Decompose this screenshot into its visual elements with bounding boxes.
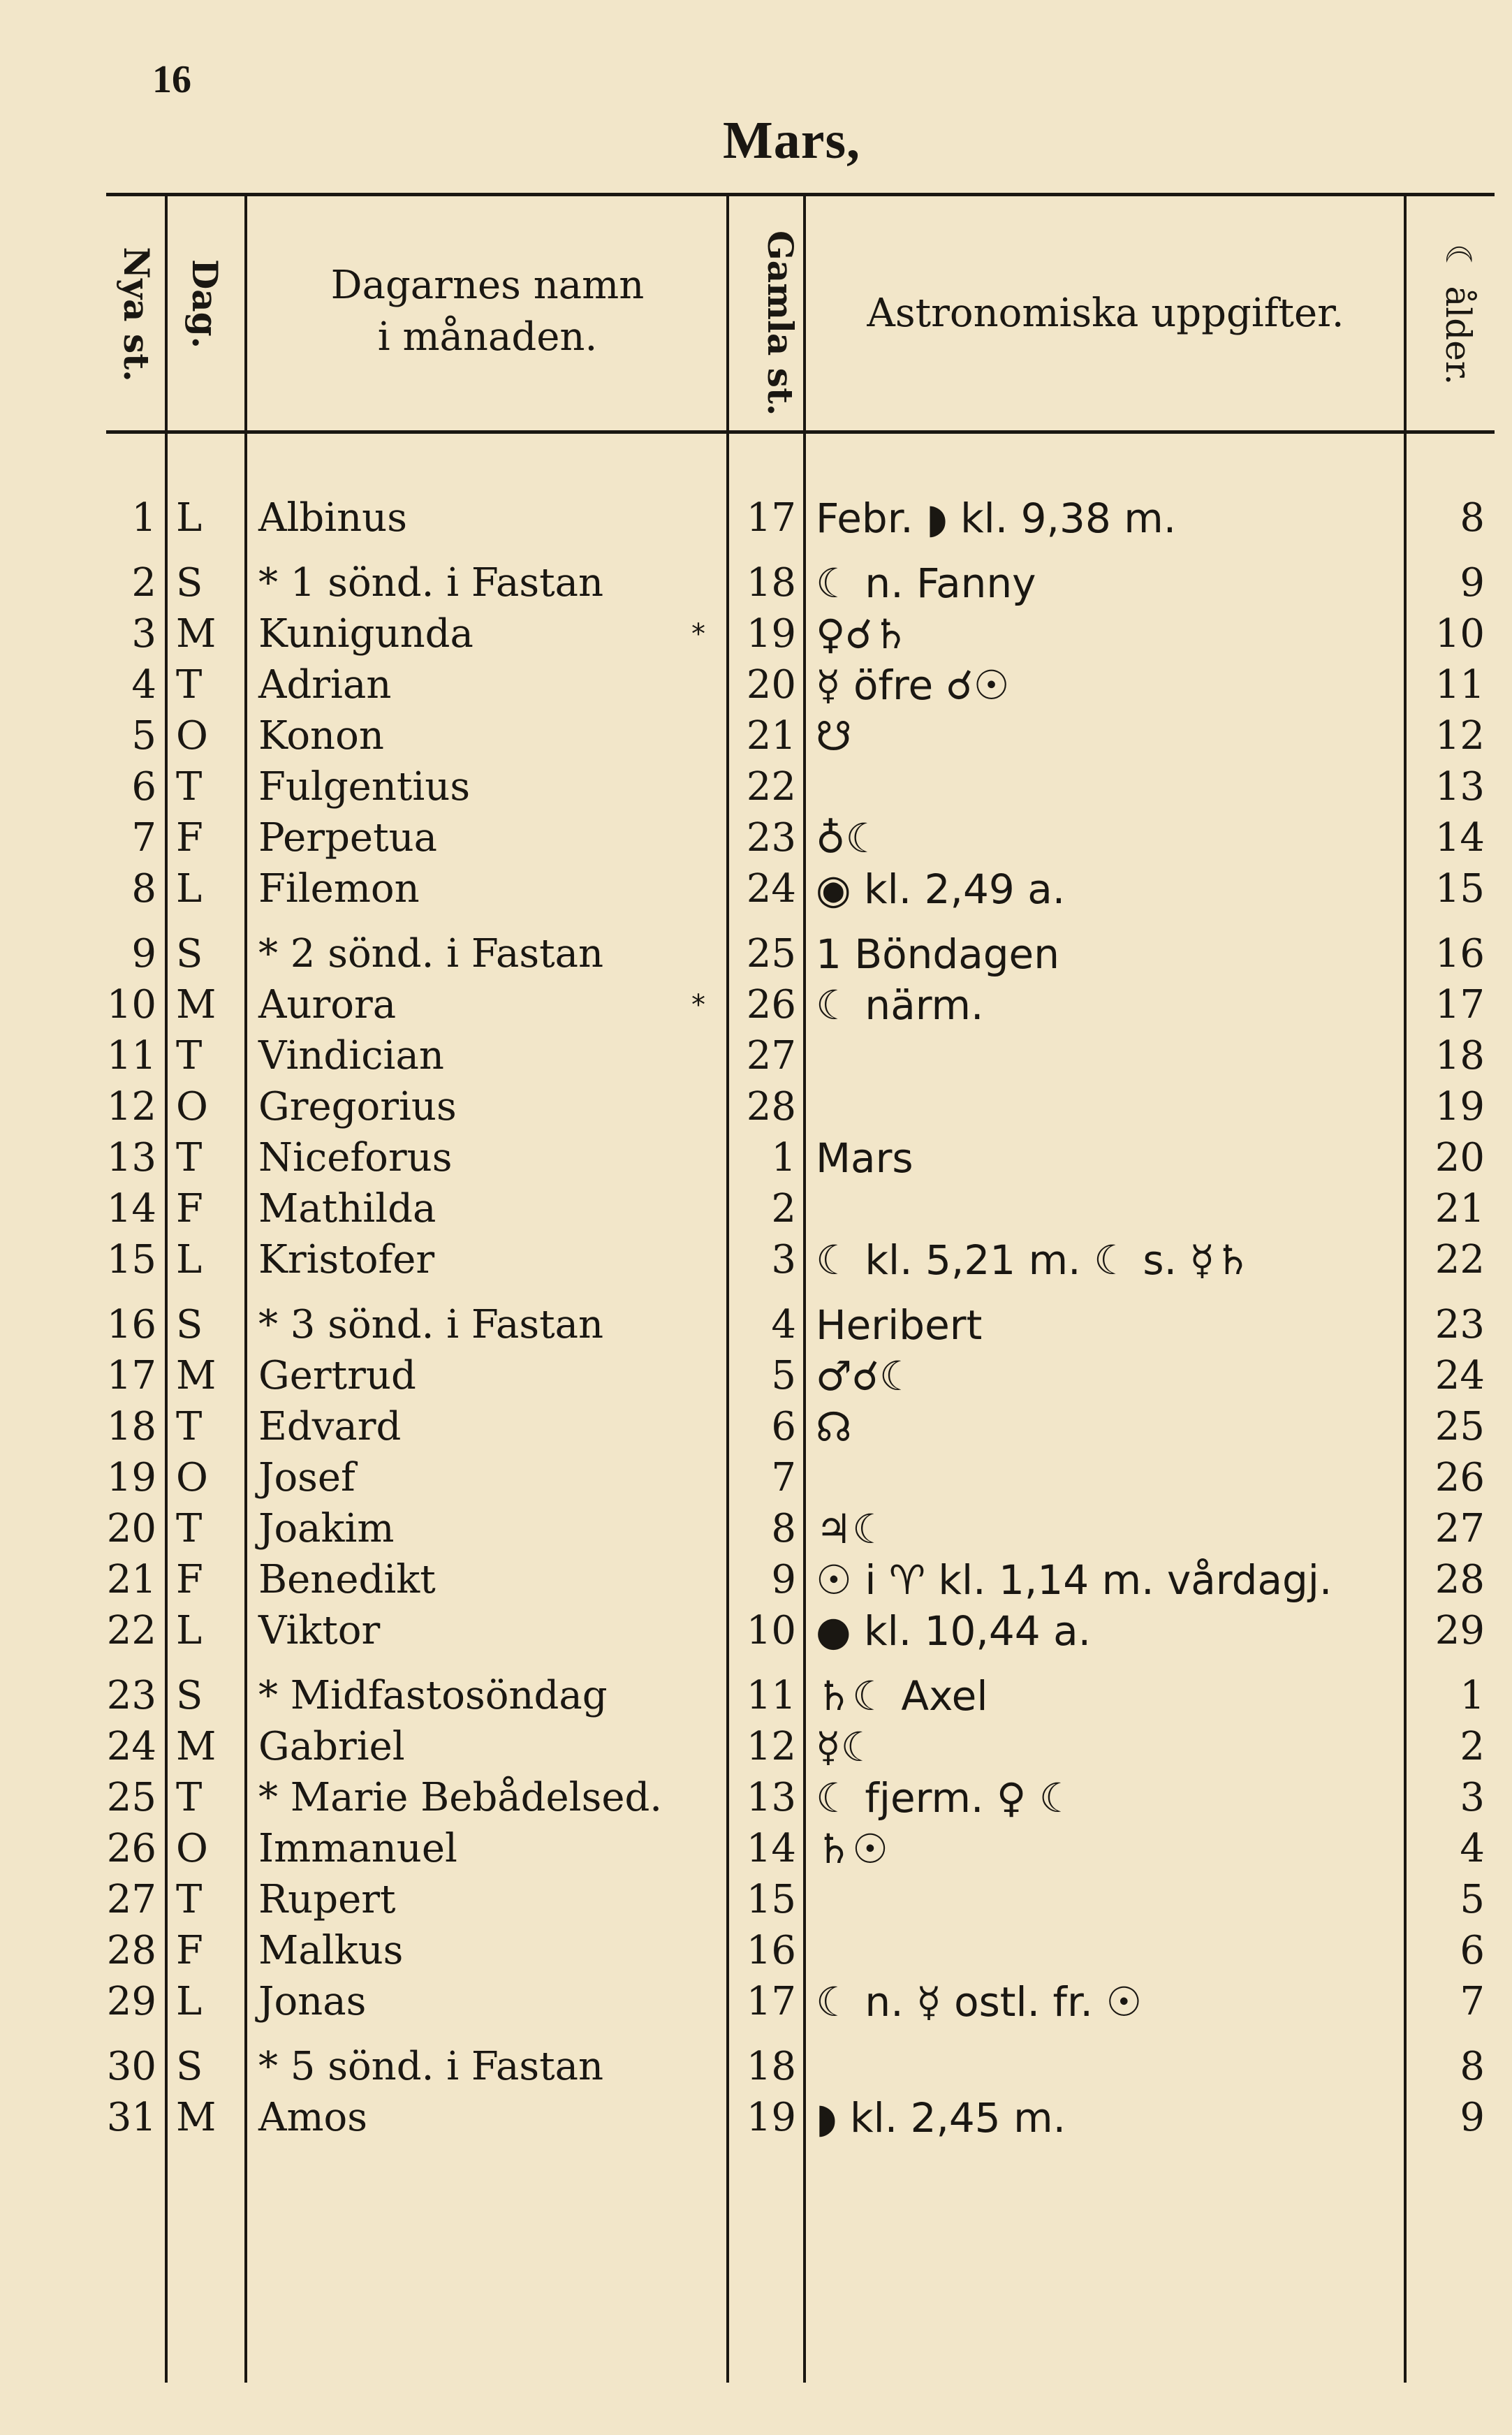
moon-age: 12 xyxy=(1434,713,1485,759)
moon-age: 6 xyxy=(1460,1928,1485,1973)
weekday-letter: L xyxy=(176,495,203,541)
day-number-old: 19 xyxy=(746,611,796,657)
weekday-letter: O xyxy=(176,713,208,759)
moon-age: 19 xyxy=(1434,1084,1485,1129)
day-name: Perpetua xyxy=(258,815,438,861)
weekday-letter: O xyxy=(176,1455,208,1500)
day-number-old: 11 xyxy=(746,1673,796,1718)
col-rule-1 xyxy=(165,196,168,2383)
weekday-letter: F xyxy=(176,815,203,861)
day-number-new: 26 xyxy=(106,1826,156,1871)
day-name: Rupert xyxy=(258,1877,396,1922)
moon-age: 5 xyxy=(1460,1877,1485,1922)
moon-age: 15 xyxy=(1434,866,1485,912)
weekday-letter: L xyxy=(176,1608,203,1653)
day-number-old: 14 xyxy=(746,1826,796,1871)
day-number-old: 21 xyxy=(746,713,796,759)
day-number-new: 19 xyxy=(106,1455,156,1500)
day-name: Aurora xyxy=(258,982,397,1028)
day-name: Kunigunda xyxy=(258,611,474,657)
day-name: Mathilda xyxy=(258,1186,436,1231)
day-name: Kristofer xyxy=(258,1237,435,1282)
astronomical-note: ♄☉ xyxy=(816,1825,888,1873)
day-name: Niceforus xyxy=(258,1135,453,1180)
day-number-old: 13 xyxy=(746,1775,796,1820)
day-name: Gregorius xyxy=(258,1084,457,1129)
moon-age: 20 xyxy=(1434,1135,1485,1180)
day-number-old: 20 xyxy=(746,662,796,708)
moon-age: 27 xyxy=(1434,1506,1485,1551)
day-name: * 1 sönd. i Fastan xyxy=(258,560,604,606)
day-name: Benedikt xyxy=(258,1557,436,1602)
day-star-mark: * xyxy=(691,618,705,650)
day-name: Joakim xyxy=(258,1506,395,1551)
header-bottom-rule xyxy=(106,430,1495,434)
weekday-letter: T xyxy=(176,1033,203,1078)
header-gamla-st: Gamla st. xyxy=(760,231,801,416)
day-number-old: 19 xyxy=(746,2095,796,2140)
day-number-new: 9 xyxy=(131,931,156,977)
day-name: Albinus xyxy=(258,495,407,541)
header-nya-st: Nya st. xyxy=(116,247,157,382)
day-number-new: 8 xyxy=(131,866,156,912)
astronomical-note: ♁☾ xyxy=(816,814,882,862)
day-number-old: 12 xyxy=(746,1724,796,1769)
day-number-new: 21 xyxy=(106,1557,156,1602)
header-dagarnes-namn xyxy=(249,260,726,363)
astronomical-note: ☊ xyxy=(816,1403,852,1451)
weekday-letter: F xyxy=(176,1186,203,1231)
day-number-new: 7 xyxy=(131,815,156,861)
day-number-new: 27 xyxy=(106,1877,156,1922)
top-rule xyxy=(106,193,1495,196)
day-number-new: 22 xyxy=(106,1608,156,1653)
day-name: Viktor xyxy=(258,1608,381,1653)
day-name: * Midfastosöndag xyxy=(258,1673,608,1718)
astronomical-note: ☾ n. ☿ ostl. fr. ☉ xyxy=(816,1978,1143,2026)
astronomical-note: ♂☌☾ xyxy=(816,1352,916,1400)
day-number-old: 28 xyxy=(746,1084,796,1129)
weekday-letter: T xyxy=(176,1506,203,1551)
astronomical-note: ☋ xyxy=(816,712,852,760)
day-number-old: 22 xyxy=(746,764,796,810)
weekday-letter: L xyxy=(176,866,203,912)
day-name: Fulgentius xyxy=(258,764,471,810)
day-name: Vindician xyxy=(258,1033,444,1078)
astronomical-note: ♃☾ xyxy=(816,1505,888,1553)
day-number-new: 31 xyxy=(106,2095,156,2140)
astronomical-note: ☾ kl. 5,21 m. ☾ s. ☿♄ xyxy=(816,1236,1252,1284)
weekday-letter: M xyxy=(176,1724,216,1769)
moon-age: 14 xyxy=(1434,815,1485,861)
day-number-old: 27 xyxy=(746,1033,796,1078)
day-number-new: 25 xyxy=(106,1775,156,1820)
astronomical-note: ♄☾ Axel xyxy=(816,1672,988,1720)
moon-age: 4 xyxy=(1460,1826,1485,1871)
day-number-new: 2 xyxy=(131,560,156,606)
header-dag: Dag. xyxy=(184,258,226,349)
weekday-letter: M xyxy=(176,1353,216,1398)
weekday-letter: L xyxy=(176,1979,203,2024)
day-name: * 2 sönd. i Fastan xyxy=(258,931,604,977)
day-number-old: 18 xyxy=(746,560,796,606)
weekday-letter: M xyxy=(176,2095,216,2140)
day-number-old: 17 xyxy=(746,495,796,541)
weekday-letter: M xyxy=(176,982,216,1028)
day-number-new: 5 xyxy=(131,713,156,759)
weekday-letter: M xyxy=(176,611,216,657)
moon-age: 29 xyxy=(1434,1608,1485,1653)
weekday-letter: T xyxy=(176,764,203,810)
astronomical-note: ◗ kl. 2,45 m. xyxy=(816,2094,1066,2142)
day-name: Edvard xyxy=(258,1404,402,1449)
weekday-letter: S xyxy=(176,931,203,977)
day-number-new: 6 xyxy=(131,764,156,810)
astronomical-note: Heribert xyxy=(816,1301,983,1349)
weekday-letter: L xyxy=(176,1237,203,1282)
day-number-new: 30 xyxy=(106,2044,156,2089)
moon-age: 16 xyxy=(1434,931,1485,977)
col-rule-3 xyxy=(726,196,729,2383)
weekday-letter: S xyxy=(176,1673,203,1718)
weekday-letter: F xyxy=(176,1928,203,1973)
day-number-old: 17 xyxy=(746,1979,796,2024)
moon-age: 11 xyxy=(1434,662,1485,708)
day-number-old: 16 xyxy=(746,1928,796,1973)
astronomical-note: ☾ fjerm. ♀ ☾ xyxy=(816,1774,1076,1822)
day-number-new: 24 xyxy=(106,1724,156,1769)
moon-age: 24 xyxy=(1434,1353,1485,1398)
day-name: * Marie Bebådelsed. xyxy=(258,1775,663,1820)
day-number-old: 25 xyxy=(746,931,796,977)
day-number-old: 7 xyxy=(771,1455,796,1500)
day-star-mark: * xyxy=(691,989,705,1021)
weekday-letter: T xyxy=(176,1775,203,1820)
moon-age: 8 xyxy=(1460,495,1485,541)
astronomical-note: Mars xyxy=(816,1134,913,1182)
day-number-old: 24 xyxy=(746,866,796,912)
moon-age: 9 xyxy=(1460,2095,1485,2140)
day-number-new: 1 xyxy=(131,495,156,541)
day-name: Gertrud xyxy=(258,1353,416,1398)
day-number-old: 1 xyxy=(771,1135,796,1180)
col-rule-2 xyxy=(244,196,247,2383)
astronomical-note: ☾ n. Fanny xyxy=(816,560,1036,607)
day-number-new: 11 xyxy=(106,1033,156,1078)
header-dagarnes-namn-line1: Dagarnes namn xyxy=(330,263,645,308)
moon-age: 17 xyxy=(1434,982,1485,1028)
day-number-old: 6 xyxy=(771,1404,796,1449)
moon-age: 8 xyxy=(1460,2044,1485,2089)
page-number: 16 xyxy=(152,58,191,101)
day-name: Josef xyxy=(258,1455,355,1500)
day-number-new: 29 xyxy=(106,1979,156,2024)
day-name: Amos xyxy=(258,2095,367,2140)
col-rule-5 xyxy=(1404,196,1407,2383)
weekday-letter: O xyxy=(176,1826,208,1871)
weekday-letter: T xyxy=(176,662,203,708)
moon-age: 18 xyxy=(1434,1033,1485,1078)
astronomical-note: ♀☌♄ xyxy=(816,610,909,658)
weekday-letter: S xyxy=(176,1302,203,1347)
day-name: * 5 sönd. i Fastan xyxy=(258,2044,604,2089)
moon-age: 10 xyxy=(1434,611,1485,657)
moon-age: 2 xyxy=(1460,1724,1485,1769)
weekday-letter: T xyxy=(176,1877,203,1922)
moon-age: 23 xyxy=(1434,1302,1485,1347)
day-number-new: 3 xyxy=(131,611,156,657)
day-number-old: 18 xyxy=(746,2044,796,2089)
day-name: * 3 sönd. i Fastan xyxy=(258,1302,604,1347)
weekday-letter: S xyxy=(176,560,203,606)
day-number-new: 12 xyxy=(106,1084,156,1129)
day-number-old: 5 xyxy=(771,1353,796,1398)
moon-age: 21 xyxy=(1434,1186,1485,1231)
day-name: Malkus xyxy=(258,1928,404,1973)
weekday-letter: T xyxy=(176,1135,203,1180)
day-name: Konon xyxy=(258,713,384,759)
day-number-new: 28 xyxy=(106,1928,156,1973)
day-number-new: 10 xyxy=(106,982,156,1028)
day-number-old: 8 xyxy=(771,1506,796,1551)
day-number-new: 16 xyxy=(106,1302,156,1347)
day-number-old: 4 xyxy=(771,1302,796,1347)
day-number-new: 20 xyxy=(106,1506,156,1551)
day-number-new: 15 xyxy=(106,1237,156,1282)
day-number-old: 3 xyxy=(771,1237,796,1282)
weekday-letter: O xyxy=(176,1084,208,1129)
moon-age: 13 xyxy=(1434,764,1485,810)
weekday-letter: S xyxy=(176,2044,203,2089)
header-alder: ☾ ålder. xyxy=(1438,243,1478,386)
moon-age: 3 xyxy=(1460,1775,1485,1820)
day-number-old: 23 xyxy=(746,815,796,861)
astronomical-note: ☿☾ xyxy=(816,1723,877,1771)
header-astronomiska: Astronomiska uppgifter. xyxy=(867,291,1344,336)
astronomical-note: ☾ närm. xyxy=(816,981,984,1029)
day-name: Gabriel xyxy=(258,1724,405,1769)
day-number-old: 2 xyxy=(771,1186,796,1231)
day-number-old: 9 xyxy=(771,1557,796,1602)
astronomical-note: ● kl. 10,44 a. xyxy=(816,1607,1092,1655)
astronomical-note: 1 Böndagen xyxy=(816,930,1059,978)
astronomical-note: ☿ öfre ☌☉ xyxy=(816,661,1010,709)
moon-age: 25 xyxy=(1434,1404,1485,1449)
day-number-new: 23 xyxy=(106,1673,156,1718)
moon-age: 7 xyxy=(1460,1979,1485,2024)
weekday-letter: T xyxy=(176,1404,203,1449)
astronomical-note: ◉ kl. 2,49 a. xyxy=(816,865,1066,913)
day-name: Filemon xyxy=(258,866,420,912)
day-number-new: 14 xyxy=(106,1186,156,1231)
month-title: Mars, xyxy=(723,111,861,170)
day-number-old: 15 xyxy=(746,1877,796,1922)
moon-age: 26 xyxy=(1434,1455,1485,1500)
day-name: Jonas xyxy=(258,1979,367,2024)
moon-age: 1 xyxy=(1460,1673,1485,1718)
col-rule-4 xyxy=(803,196,806,2383)
moon-age: 22 xyxy=(1434,1237,1485,1282)
astronomical-note: ☉ i ♈ kl. 1,14 m. vårdagj. xyxy=(816,1556,1333,1604)
day-number-old: 26 xyxy=(746,982,796,1028)
moon-age: 28 xyxy=(1434,1557,1485,1602)
day-number-new: 13 xyxy=(106,1135,156,1180)
astronomical-note: Febr. ◗ kl. 9,38 m. xyxy=(816,495,1177,542)
moon-age: 9 xyxy=(1460,560,1485,606)
day-number-new: 4 xyxy=(131,662,156,708)
day-name: Adrian xyxy=(258,662,392,708)
day-number-new: 18 xyxy=(106,1404,156,1449)
day-number-new: 17 xyxy=(106,1353,156,1398)
day-number-old: 10 xyxy=(746,1608,796,1653)
header-dagarnes-namn-line2: i månaden. xyxy=(377,314,598,360)
weekday-letter: F xyxy=(176,1557,203,1602)
day-name: Immanuel xyxy=(258,1826,457,1871)
